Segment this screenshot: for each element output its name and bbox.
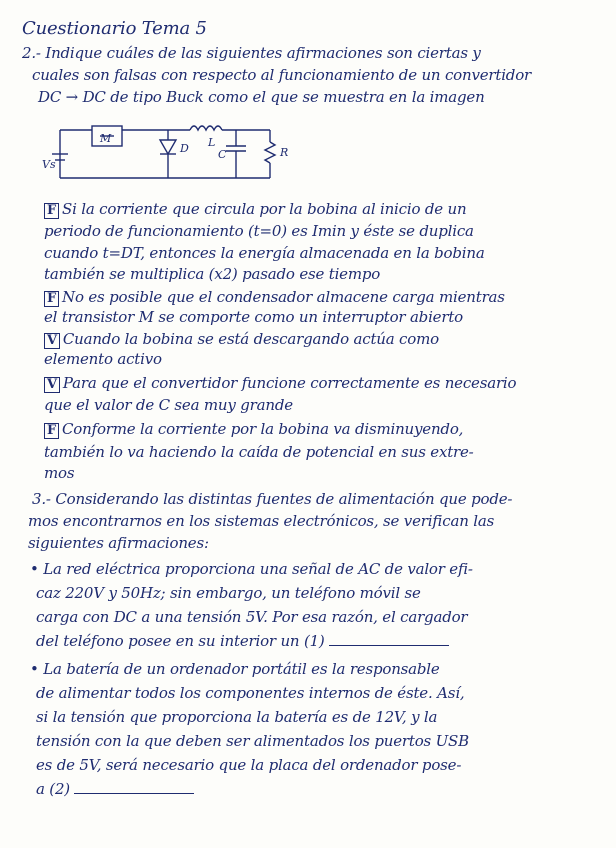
- diode-d: [160, 140, 176, 154]
- item-2-text-1: No es posible que el condensador almacene carga mientras: [62, 288, 505, 306]
- answer-blank-2[interactable]: [74, 781, 194, 794]
- item-1-line-1: [44, 200, 466, 219]
- item-2-line-2: el transistor M se comporte como un interruptor abierto: [44, 308, 463, 326]
- resistor-r: [265, 142, 275, 163]
- answer-blank-1[interactable]: [329, 633, 449, 646]
- label-vs: Vs: [42, 158, 56, 171]
- item-5-line-3: mos: [44, 464, 75, 482]
- item-4-line-2: que el valor de C sea muy grande: [44, 396, 293, 414]
- label-c: C: [218, 148, 227, 161]
- buck-converter-diagram: [40, 118, 310, 194]
- item-3-text-1: Cuando la bobina se está descargando actúa como: [62, 330, 439, 348]
- bullet-2-line-5: es de 5V, será necesario que la placa del ordenador pose-: [36, 756, 462, 774]
- item-2-line-1: [44, 288, 505, 307]
- bullet-2-line-3: si la tensión que proporciona la batería es de 12V, y la: [36, 708, 438, 726]
- item-2-mark: F: [44, 291, 59, 307]
- item-5-line-1: [44, 420, 463, 439]
- q2-line-1: 2.- Indique cuáles de las siguientes afirmaciones son ciertas y: [22, 44, 481, 62]
- item-1-text-1: Si la corriente que circula por la bobina al inicio de un: [62, 200, 467, 218]
- item-1-line-2: periodo de funcionamiento (t=0) es Imin y éste se duplica: [44, 222, 474, 240]
- item-4-line-1: [44, 374, 516, 393]
- label-m: M: [100, 132, 112, 145]
- item-1-line-3: cuando t=DT, entonces la energía almacenada en la bobina: [44, 244, 485, 262]
- q3-line-3: siguientes afirmaciones:: [28, 534, 209, 552]
- item-3-line-1: [44, 330, 439, 349]
- bullet-1-line-1: • La red eléctrica proporciona una señal de AC de valor efi-: [30, 560, 473, 578]
- q3-line-2: mos encontrarnos en los sistemas electrónicos, se verifican las: [28, 512, 495, 530]
- bullet-2-line-2: de alimentar todos los componentes internos de éste. Así,: [36, 684, 465, 702]
- item-3-mark: V: [44, 333, 60, 349]
- inductor-l: [190, 126, 222, 130]
- bullet-2-line-6: [36, 780, 194, 798]
- label-r: R: [280, 146, 289, 159]
- bullet-1-line-3: carga con DC a una tensión 5V. Por esa razón, el cargador: [36, 608, 468, 626]
- item-4-mark: V: [44, 377, 60, 393]
- label-l: L: [208, 136, 216, 149]
- q2-line-2: cuales son falsas con respecto al funcionamiento de un convertidor: [32, 66, 531, 84]
- item-1-mark: F: [44, 203, 59, 219]
- item-4-text-1: Para que el convertidor funcione correctamente es necesario: [62, 374, 517, 392]
- q2-line-3: DC → DC de tipo Buck como el que se muestra en la imagen: [38, 88, 485, 106]
- q3-line-1: 3.- Considerando las distintas fuentes de alimentación que pode-: [32, 490, 513, 508]
- item-1-line-4: también se multiplica (x2) pasado ese tiempo: [44, 265, 381, 283]
- bullet-2-line-1: • La batería de un ordenador portátil es la responsable: [30, 660, 440, 678]
- bullet-2-text-6: a (2): [36, 780, 70, 798]
- item-3-line-2: elemento activo: [44, 350, 162, 368]
- bullet-2-line-4: tensión con la que deben ser alimentados los puertos USB: [36, 732, 469, 750]
- item-5-line-2: también lo va haciendo la caída de potencial en sus extre-: [44, 443, 474, 461]
- bullet-1-line-2: caz 220V y 50Hz; sin embargo, un teléfono móvil se: [36, 584, 421, 602]
- page-title: Cuestionario Tema 5: [22, 18, 207, 39]
- item-5-text-1: Conforme la corriente por la bobina va disminuyendo,: [62, 420, 464, 438]
- bullet-1-text-4: del teléfono posee en su interior un (1): [36, 632, 325, 650]
- label-d: D: [180, 142, 189, 155]
- item-5-mark: F: [44, 423, 59, 439]
- bullet-1-line-4: [36, 632, 449, 650]
